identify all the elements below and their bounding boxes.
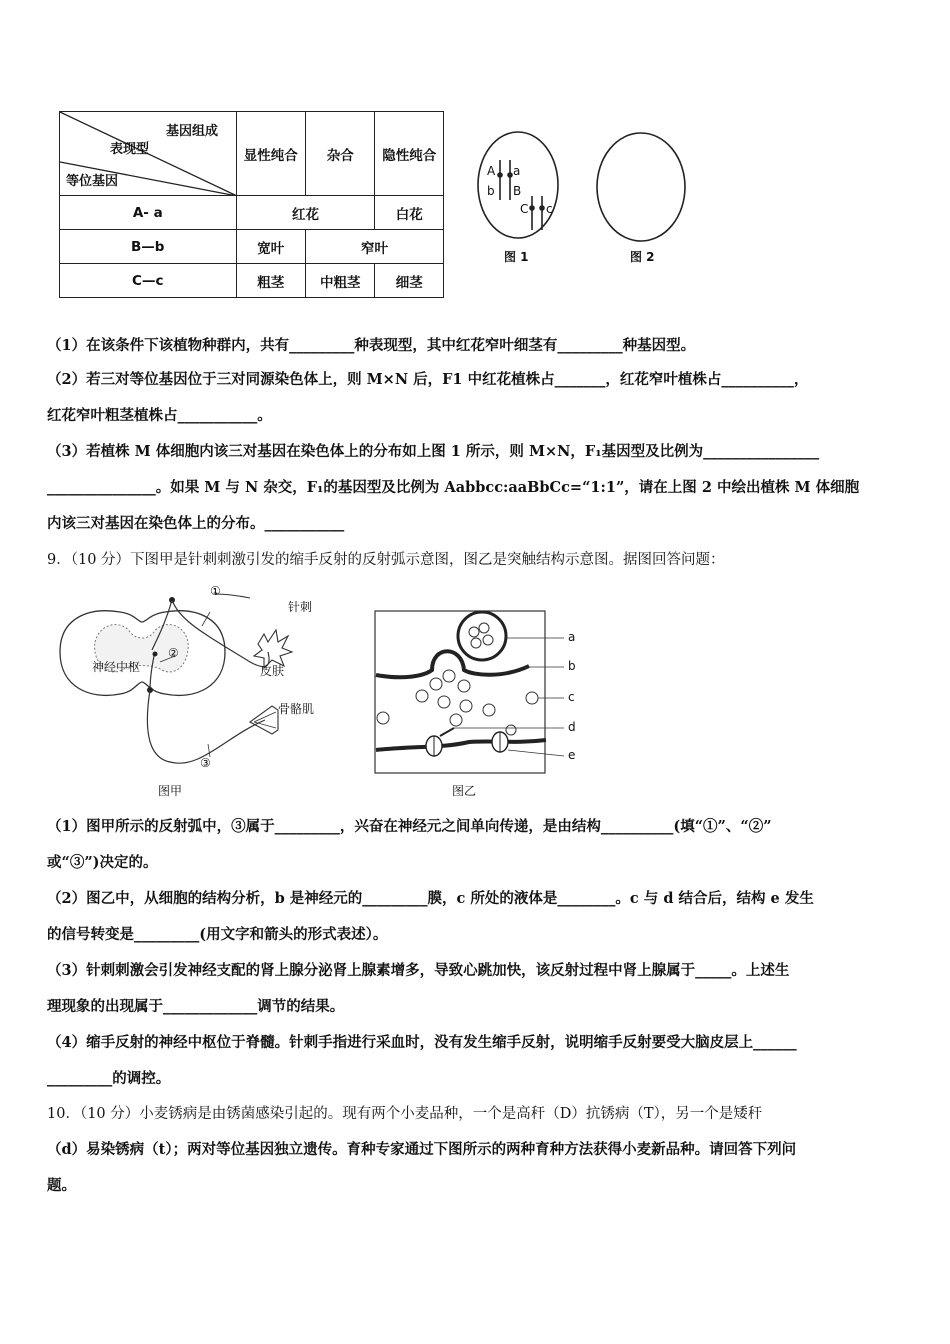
q8-part3c: 内该三对基因在染色体上的分布。___________: [47, 515, 345, 532]
q9-part2a: （2）图乙中，从细胞的结构分析，b 是神经元的_________膜，c 所处的液体是________。c 与 d 结合后，结构 e 发生: [47, 890, 814, 907]
q10-line1: 10．（10 分）小麦锈病是由锈菌感染引起的。现有两个小麦品种，一个是高秆（D）抗锈病（T），另一个是矮秆: [47, 1106, 763, 1122]
table-diagonal-header: [60, 112, 237, 196]
q9-stem: 9．（10 分）下图甲是针刺刺激引发的缩手反射的反射弧示意图，图乙是突触结构示意图。据图回答问题：: [47, 552, 725, 568]
gene-label-b: b: [487, 184, 495, 198]
q9-part3a: （3）针刺刺激会引发神经支配的肾上腺分泌肾上腺素增多，导致心跳加快，该反射过程中肾上腺属于_____。上述生: [47, 962, 790, 979]
figure-2: [590, 132, 690, 272]
q9-part1a: （1）图甲所示的反射弧中，③属于_________，兴奋在神经元之间单向传递，是由结构__________(填“①”、“②”: [47, 818, 772, 835]
header-pheno: 表现型: [110, 142, 150, 157]
q9-part1b: 或“③”)决定的。: [47, 854, 158, 871]
label-skin: 皮肤: [260, 664, 285, 678]
allele-cell: C—c: [60, 264, 237, 298]
synapse-drawing: [374, 610, 594, 775]
gene-label-c: c: [546, 202, 553, 216]
col-header-hetero: 杂合: [306, 112, 375, 196]
header-gene: 基因组成: [166, 124, 219, 139]
marker-2: ②: [168, 646, 179, 660]
synapse-label-d: d: [568, 720, 576, 734]
col-header-recessive: 隐性纯合: [375, 112, 444, 196]
header-allele: 等位基因: [66, 174, 119, 189]
col-header-dominant: 显性纯合: [236, 112, 305, 196]
label-nerve-center: 神经中枢: [92, 660, 141, 674]
q8-part3a: （3）若植株 M 体细胞内该三对基因在染色体上的分布如上图 1 所示，则 M×N，F₁基因型及比例为________________: [47, 443, 820, 460]
synapse-label-b: b: [568, 659, 576, 673]
figure-reflex-arc: [50, 582, 350, 797]
q8-part3b: _______________。如果 M 与 N 杂交，F₁的基因型及比例为 Aabbcc:aaBbCc=“1:1”，请在上图 2 中绘出植株 M 体细胞: [47, 479, 860, 496]
figure-synapse-caption: 图乙: [452, 784, 477, 798]
q8-part1: （1）在该条件下该植物种群内，共有_________种表现型，其中红花窄叶细茎有_________种基因型。: [47, 337, 696, 354]
q9-part3b: 理现象的出现属于_____________调节的结果。: [47, 998, 345, 1015]
phenotype-cell: 中粗茎: [306, 264, 375, 298]
gene-label-B: B: [513, 184, 522, 198]
allele-cell: A- a: [60, 196, 237, 230]
label-muscle: 骨骼肌: [278, 702, 315, 716]
phenotype-cell: 宽叶: [236, 230, 305, 264]
figure-1-caption: 图 1: [504, 250, 529, 264]
marker-1: ①: [210, 584, 221, 598]
allele-cell: B—b: [60, 230, 237, 264]
figure-reflex-caption: 图甲: [158, 784, 183, 798]
q9-part2b: 的信号转变是_________(用文字和箭头的形式表述）。: [47, 926, 388, 943]
synapse-label-a: a: [568, 630, 576, 644]
figure-2-caption: 图 2: [630, 250, 655, 264]
gene-label-a: a: [513, 164, 521, 178]
gene-label-A: A: [487, 164, 496, 178]
phenotype-cell: 白花: [375, 196, 444, 230]
label-needle: 针刺: [288, 600, 313, 614]
q9-part4a: （4）缩手反射的神经中枢位于脊髓。针刺手指进行采血时，没有发生缩手反射，说明缩手反射要受大脑皮层上______: [47, 1034, 797, 1051]
q8-part2b: 红花窄叶粗茎植株占___________。: [47, 407, 272, 424]
q10-line3: 题。: [47, 1177, 76, 1194]
q9-part4b: _________的调控。: [47, 1070, 171, 1087]
gene-label-C: C: [520, 202, 529, 216]
figure-2-cell: [590, 132, 690, 252]
phenotype-cell: 细茎: [375, 264, 444, 298]
synapse-label-e: e: [568, 748, 576, 762]
genotype-table: [59, 111, 444, 298]
phenotype-cell: 红花: [236, 196, 375, 230]
phenotype-cell: 粗茎: [236, 264, 305, 298]
figure-1: [470, 130, 570, 270]
q10-line2: （d）易染锈病（t）；两对等位基因独立遗传。育种专家通过下图所示的两种育种方法获得小麦新品种。请回答下列问: [47, 1141, 797, 1158]
synapse-label-c: c: [568, 690, 575, 704]
q8-part2a: （2）若三对等位基因位于三对同源染色体上，则 M×N 后，F1 中红花植株占_______，红花窄叶植株占__________，: [47, 371, 809, 388]
figure-synapse: [374, 610, 594, 800]
marker-3: ③: [200, 756, 211, 770]
phenotype-cell: 窄叶: [306, 230, 444, 264]
